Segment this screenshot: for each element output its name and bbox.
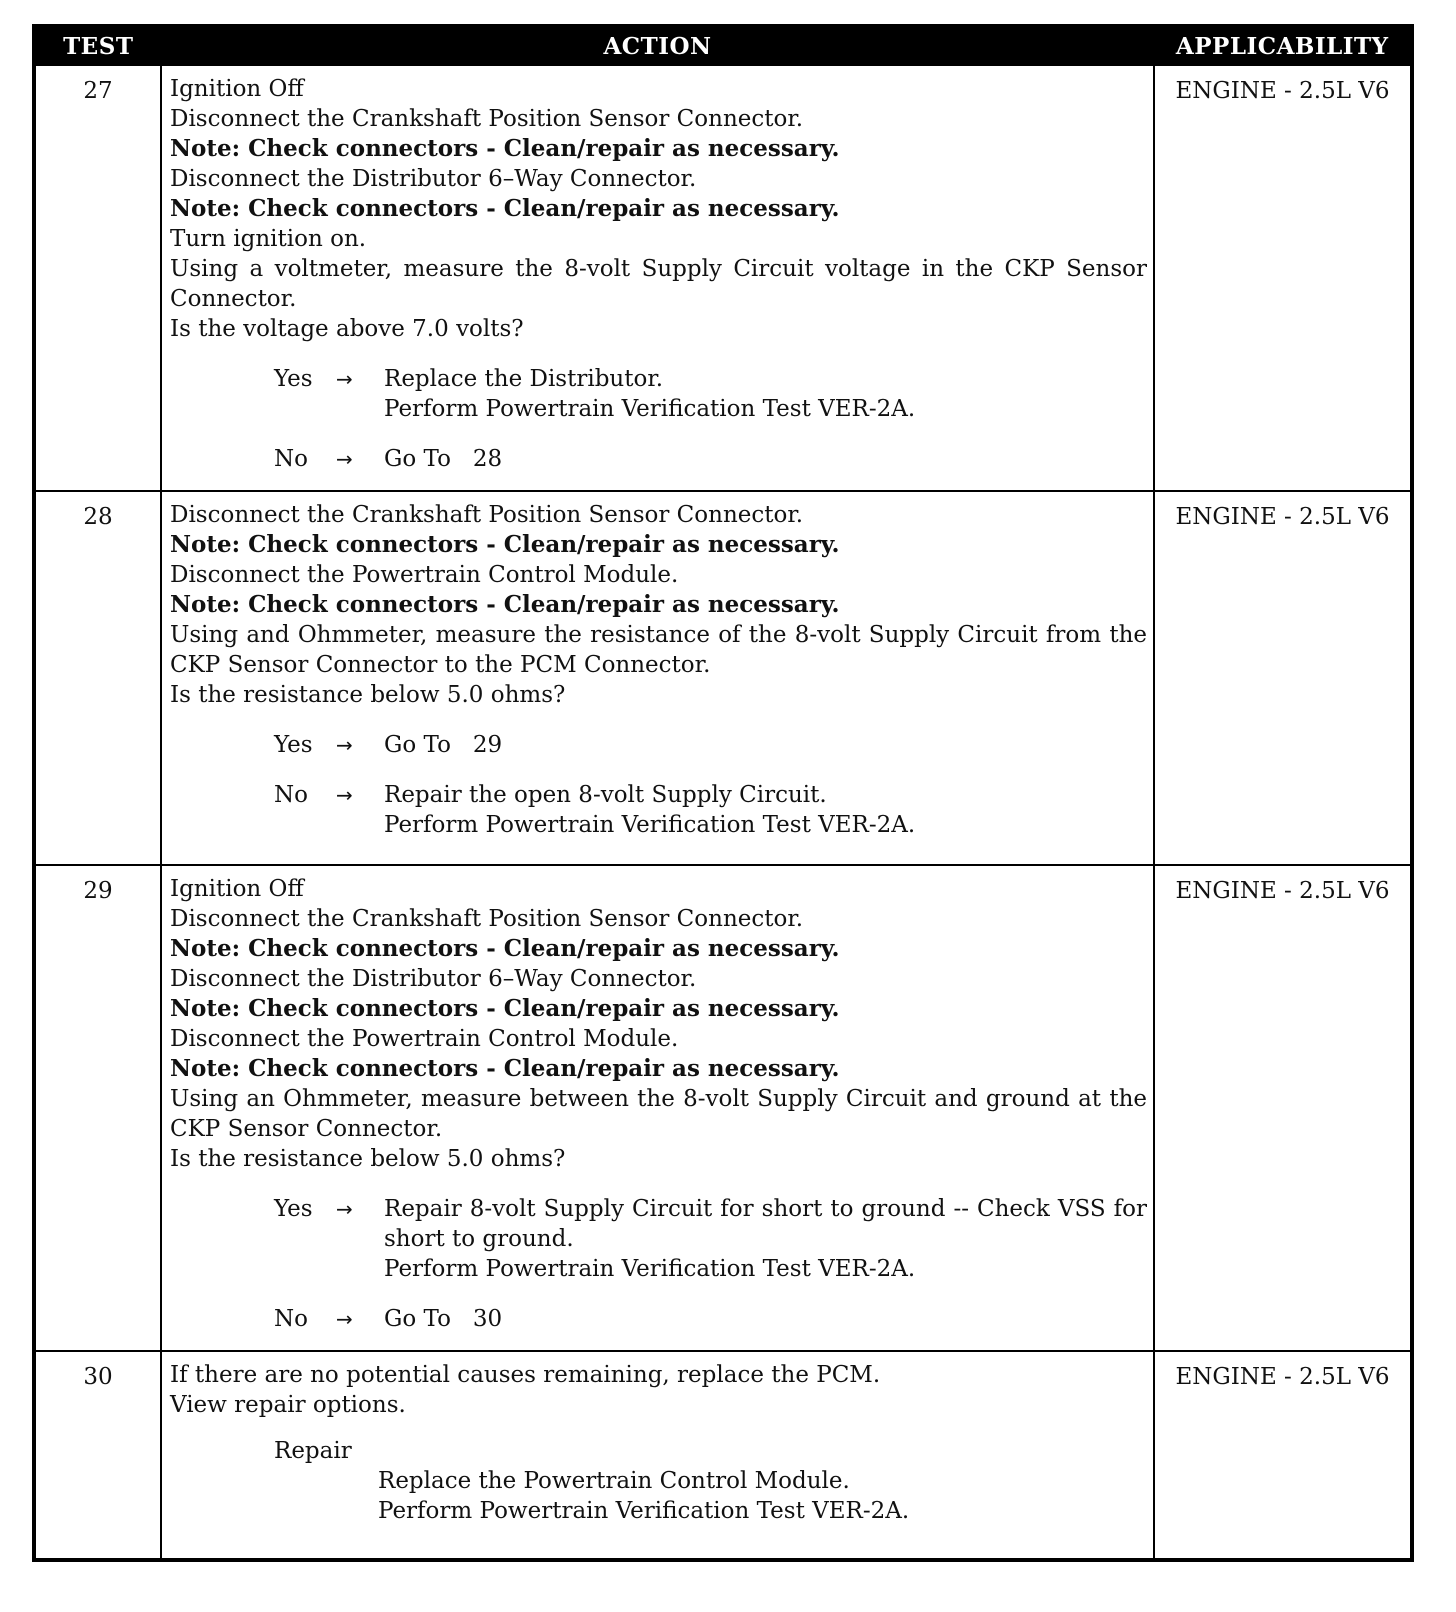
note-line: Note: Check connectors - Clean/repair as necessary. bbox=[170, 195, 840, 222]
action-line: Turn ignition on. bbox=[170, 226, 367, 252]
no-label: No bbox=[274, 1306, 308, 1332]
note-line: Note: Check connectors - Clean/repair as necessary. bbox=[170, 935, 840, 962]
header-action: ACTION bbox=[161, 26, 1154, 65]
test-number: 29 bbox=[34, 865, 161, 1351]
action-line: Using an Ohmmeter, measure between the 8-volt Supply Circuit and ground at the bbox=[170, 1086, 1147, 1112]
question-line: Is the resistance below 5.0 ohms? bbox=[170, 682, 566, 708]
no-branch bbox=[274, 780, 1147, 840]
no-label: No bbox=[274, 446, 308, 472]
action-cell bbox=[161, 491, 1154, 865]
branch-line: short to ground. bbox=[384, 1226, 574, 1252]
yes-branch bbox=[274, 730, 1147, 760]
question-line: Is the resistance below 5.0 ohms? bbox=[170, 1146, 566, 1172]
action-line: Using and Ohmmeter, measure the resistance of the 8-volt Supply Circuit from the bbox=[170, 622, 1147, 648]
action-line: Connector. bbox=[170, 286, 297, 312]
action-cell bbox=[161, 865, 1154, 1351]
action-line: Ignition Off bbox=[170, 76, 304, 102]
arrow-right-icon: → bbox=[336, 447, 353, 471]
applicability-cell: ENGINE - 2.5L V6 bbox=[1154, 65, 1412, 491]
action-line: CKP Sensor Connector to the PCM Connector. bbox=[170, 652, 711, 678]
table-row bbox=[34, 491, 1412, 865]
action-line: Ignition Off bbox=[170, 876, 304, 902]
repair-options bbox=[378, 1466, 1147, 1526]
action-line: View repair options. bbox=[170, 1392, 406, 1418]
yes-label: Yes bbox=[274, 732, 313, 758]
branch-line: Perform Powertrain Verification Test VER-2A. bbox=[384, 396, 916, 422]
action-line: Disconnect the Powertrain Control Module. bbox=[170, 562, 679, 588]
table-header bbox=[34, 26, 1412, 65]
yes-branch bbox=[274, 1194, 1147, 1284]
action-cell bbox=[161, 65, 1154, 491]
note-line: Note: Check connectors - Clean/repair as necessary. bbox=[170, 1055, 840, 1082]
arrow-right-icon: → bbox=[336, 1307, 353, 1331]
table-row bbox=[34, 865, 1412, 1351]
action-line: Using a voltmeter, measure the 8-volt Supply Circuit voltage in the CKP Sensor bbox=[170, 256, 1147, 282]
header-test: TEST bbox=[34, 26, 161, 65]
repair-line: Replace the Powertrain Control Module. bbox=[378, 1468, 850, 1494]
question-line: Is the voltage above 7.0 volts? bbox=[170, 316, 524, 342]
goto-link[interactable]: Go To 28 bbox=[384, 446, 503, 472]
diagnostic-test-table bbox=[32, 24, 1414, 1562]
action-line: Disconnect the Crankshaft Position Sensor Connector. bbox=[170, 106, 804, 132]
repair-line: Perform Powertrain Verification Test VER-2A. bbox=[378, 1498, 910, 1524]
arrow-right-icon: → bbox=[336, 733, 353, 757]
note-line: Note: Check connectors - Clean/repair as necessary. bbox=[170, 995, 840, 1022]
yes-label: Yes bbox=[274, 1196, 313, 1222]
branch-line: Repair 8-volt Supply Circuit for short to ground -- Check VSS for bbox=[384, 1196, 1147, 1222]
branch-line: Repair the open 8-volt Supply Circuit. bbox=[384, 782, 827, 808]
test-number: 30 bbox=[34, 1351, 161, 1560]
applicability-cell: ENGINE - 2.5L V6 bbox=[1154, 1351, 1412, 1560]
note-line: Note: Check connectors - Clean/repair as necessary. bbox=[170, 135, 840, 162]
branch-line: Perform Powertrain Verification Test VER-2A. bbox=[384, 812, 916, 838]
header-applicability: APPLICABILITY bbox=[1154, 26, 1412, 65]
arrow-right-icon: → bbox=[336, 783, 353, 807]
arrow-right-icon: → bbox=[336, 367, 353, 391]
action-line: Disconnect the Distributor 6–Way Connector. bbox=[170, 166, 697, 192]
test-number: 28 bbox=[34, 491, 161, 865]
table-row bbox=[34, 1351, 1412, 1560]
no-label: No bbox=[274, 782, 308, 808]
goto-link[interactable]: Go To 29 bbox=[384, 732, 503, 758]
no-branch bbox=[274, 444, 1147, 474]
goto-link[interactable]: Go To 30 bbox=[384, 1306, 503, 1332]
yes-branch bbox=[274, 364, 1147, 424]
repair-label: Repair bbox=[274, 1438, 352, 1464]
action-line: Disconnect the Crankshaft Position Sensor Connector. bbox=[170, 906, 804, 932]
action-line: Disconnect the Crankshaft Position Sensor Connector. bbox=[170, 502, 804, 528]
test-number: 27 bbox=[34, 65, 161, 491]
action-line: Disconnect the Distributor 6–Way Connector. bbox=[170, 966, 697, 992]
note-line: Note: Check connectors - Clean/repair as necessary. bbox=[170, 591, 840, 618]
action-line: Disconnect the Powertrain Control Module. bbox=[170, 1026, 679, 1052]
branch-line: Replace the Distributor. bbox=[384, 366, 664, 392]
arrow-right-icon: → bbox=[336, 1197, 353, 1221]
no-branch bbox=[274, 1304, 1147, 1334]
diagnostic-document bbox=[32, 24, 1410, 1562]
action-cell bbox=[161, 1351, 1154, 1560]
applicability-cell: ENGINE - 2.5L V6 bbox=[1154, 491, 1412, 865]
table-row bbox=[34, 65, 1412, 491]
action-line: CKP Sensor Connector. bbox=[170, 1116, 443, 1142]
note-line: Note: Check connectors - Clean/repair as necessary. bbox=[170, 531, 840, 558]
applicability-cell: ENGINE - 2.5L V6 bbox=[1154, 865, 1412, 1351]
yes-label: Yes bbox=[274, 366, 313, 392]
action-line: If there are no potential causes remaining, replace the PCM. bbox=[170, 1362, 881, 1388]
branch-line: Perform Powertrain Verification Test VER-2A. bbox=[384, 1256, 916, 1282]
